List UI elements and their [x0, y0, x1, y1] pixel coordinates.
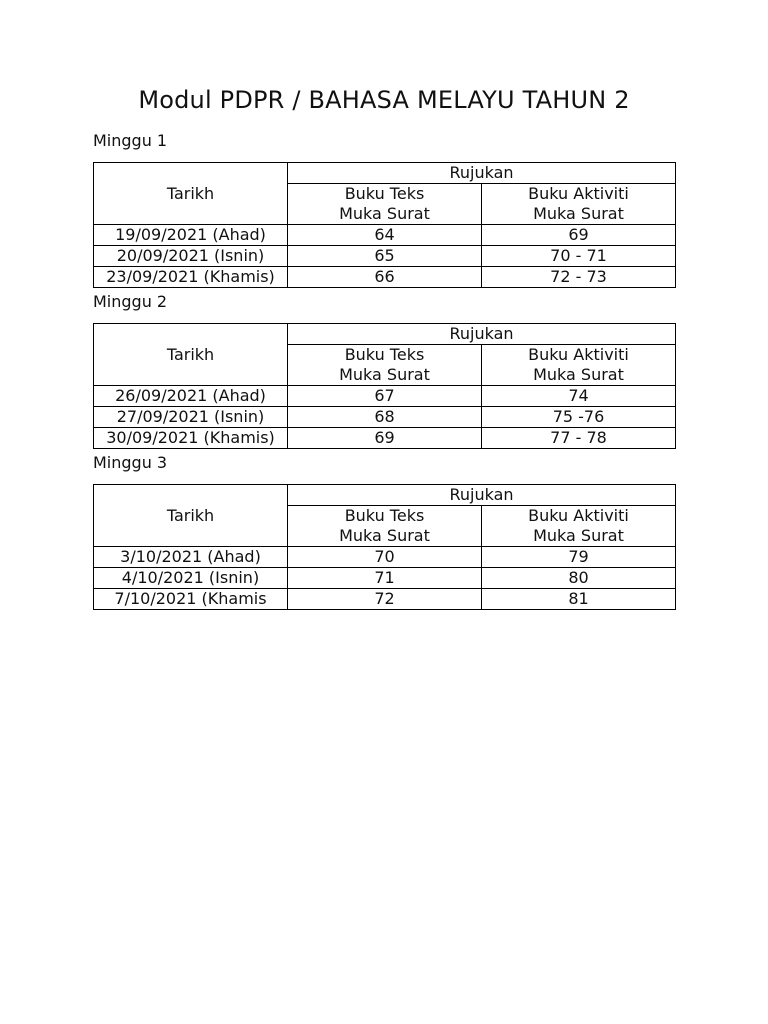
textbook-page-label: Muka Surat [339, 204, 430, 223]
textbook-page-cell: 66 [288, 267, 482, 288]
textbook-page-cell: 69 [288, 428, 482, 449]
date-cell: 3/10/2021 (Ahad) [94, 547, 288, 568]
date-column-header: Tarikh [94, 485, 288, 547]
activity-page-cell: 69 [482, 225, 676, 246]
date-cell: 30/09/2021 (Khamis) [94, 428, 288, 449]
textbook-label: Buku Teks [344, 345, 425, 364]
activity-page-cell: 77 - 78 [482, 428, 676, 449]
activity-column-header [482, 506, 676, 547]
activity-page-cell: 70 - 71 [482, 246, 676, 267]
week-1-table [93, 162, 676, 288]
textbook-page-cell: 71 [288, 568, 482, 589]
page-title: Modul PDPR / BAHASA MELAYU TAHUN 2 [138, 86, 630, 114]
textbook-label: Buku Teks [344, 184, 425, 203]
date-cell: 27/09/2021 (Isnin) [94, 407, 288, 428]
week-2-label: Minggu 2 [93, 292, 168, 311]
activity-label: Buku Aktiviti [528, 506, 629, 525]
week-3-label: Minggu 3 [93, 453, 168, 472]
date-cell: 23/09/2021 (Khamis) [94, 267, 288, 288]
textbook-column-header [288, 184, 482, 225]
activity-label: Buku Aktiviti [528, 345, 629, 364]
date-cell: 7/10/2021 (Khamis [94, 589, 288, 610]
textbook-page-cell: 68 [288, 407, 482, 428]
date-cell: 20/09/2021 (Isnin) [94, 246, 288, 267]
week-3-table [93, 484, 676, 610]
week-1-label: Minggu 1 [93, 131, 168, 150]
textbook-page-cell: 70 [288, 547, 482, 568]
table-row [94, 267, 676, 288]
table-row [94, 589, 676, 610]
activity-page-cell: 72 - 73 [482, 267, 676, 288]
activity-page-label: Muka Surat [533, 526, 624, 545]
textbook-page-label: Muka Surat [339, 526, 430, 545]
textbook-page-cell: 65 [288, 246, 482, 267]
date-cell: 19/09/2021 (Ahad) [94, 225, 288, 246]
activity-page-cell: 74 [482, 386, 676, 407]
table-row [94, 246, 676, 267]
reference-header: Rujukan [288, 163, 676, 184]
date-column-header: Tarikh [94, 324, 288, 386]
table-row [94, 386, 676, 407]
textbook-page-cell: 72 [288, 589, 482, 610]
activity-page-cell: 79 [482, 547, 676, 568]
table-row [94, 407, 676, 428]
textbook-page-cell: 64 [288, 225, 482, 246]
textbook-column-header [288, 506, 482, 547]
activity-page-cell: 81 [482, 589, 676, 610]
activity-page-cell: 75 -76 [482, 407, 676, 428]
table-row [94, 428, 676, 449]
activity-label: Buku Aktiviti [528, 184, 629, 203]
activity-column-header [482, 184, 676, 225]
date-column-header: Tarikh [94, 163, 288, 225]
table-row [94, 568, 676, 589]
reference-header: Rujukan [288, 485, 676, 506]
table-row [94, 547, 676, 568]
textbook-column-header [288, 345, 482, 386]
table-row [94, 225, 676, 246]
textbook-page-cell: 67 [288, 386, 482, 407]
date-cell: 4/10/2021 (Isnin) [94, 568, 288, 589]
week-2-table [93, 323, 676, 449]
activity-page-label: Muka Surat [533, 204, 624, 223]
textbook-page-label: Muka Surat [339, 365, 430, 384]
date-cell: 26/09/2021 (Ahad) [94, 386, 288, 407]
activity-page-label: Muka Surat [533, 365, 624, 384]
activity-page-cell: 80 [482, 568, 676, 589]
activity-column-header [482, 345, 676, 386]
textbook-label: Buku Teks [344, 506, 425, 525]
reference-header: Rujukan [288, 324, 676, 345]
